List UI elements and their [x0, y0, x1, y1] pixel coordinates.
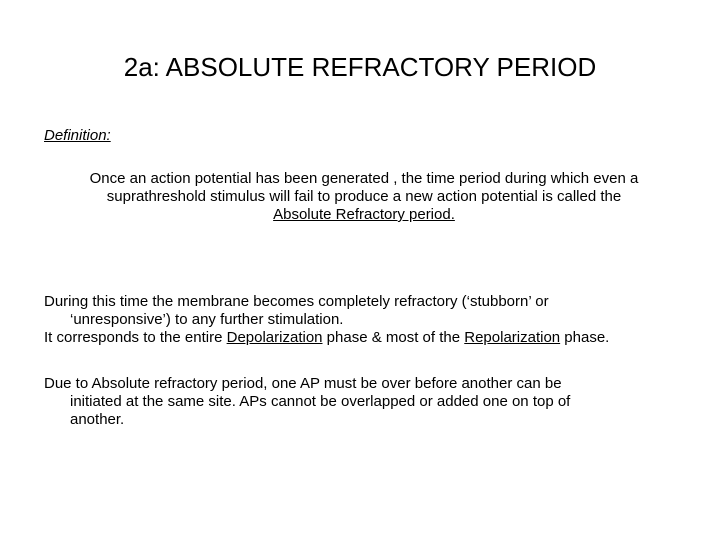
paragraph-line: During this time the membrane becomes completely refractory (‘stubborn’ or — [44, 293, 549, 310]
definition-line: Once an action potential has been generated , the time period during which even a — [89, 170, 639, 187]
repolarization-term: Repolarization — [464, 329, 561, 346]
definition-line: suprathreshold stimulus will fail to produce a new action potential is called the — [106, 188, 622, 205]
definition-label: Definition: — [44, 127, 111, 144]
text-fragment: phase & most of the — [322, 329, 465, 346]
paragraph-line: initiated at the same site. APs cannot be overlapped or added one on top of — [70, 393, 571, 410]
overlap-paragraph — [44, 375, 684, 429]
paragraph-line: Due to Absolute refractory period, one AP must be over before another can be — [44, 375, 562, 392]
refractory-paragraph — [44, 293, 684, 347]
paragraph-line: another. — [70, 411, 125, 428]
paragraph-line — [44, 329, 684, 347]
depolarization-term: Depolarization — [226, 329, 323, 346]
definition-term: Absolute Refractory period. — [273, 206, 455, 223]
slide-title: 2a: ABSOLUTE REFRACTORY PERIOD — [123, 52, 597, 82]
definition-text — [44, 170, 684, 224]
paragraph-line: ‘unresponsive’) to any further stimulation. — [70, 311, 344, 328]
text-fragment: It corresponds to the entire — [44, 329, 227, 346]
text-fragment: phase. — [560, 329, 610, 346]
